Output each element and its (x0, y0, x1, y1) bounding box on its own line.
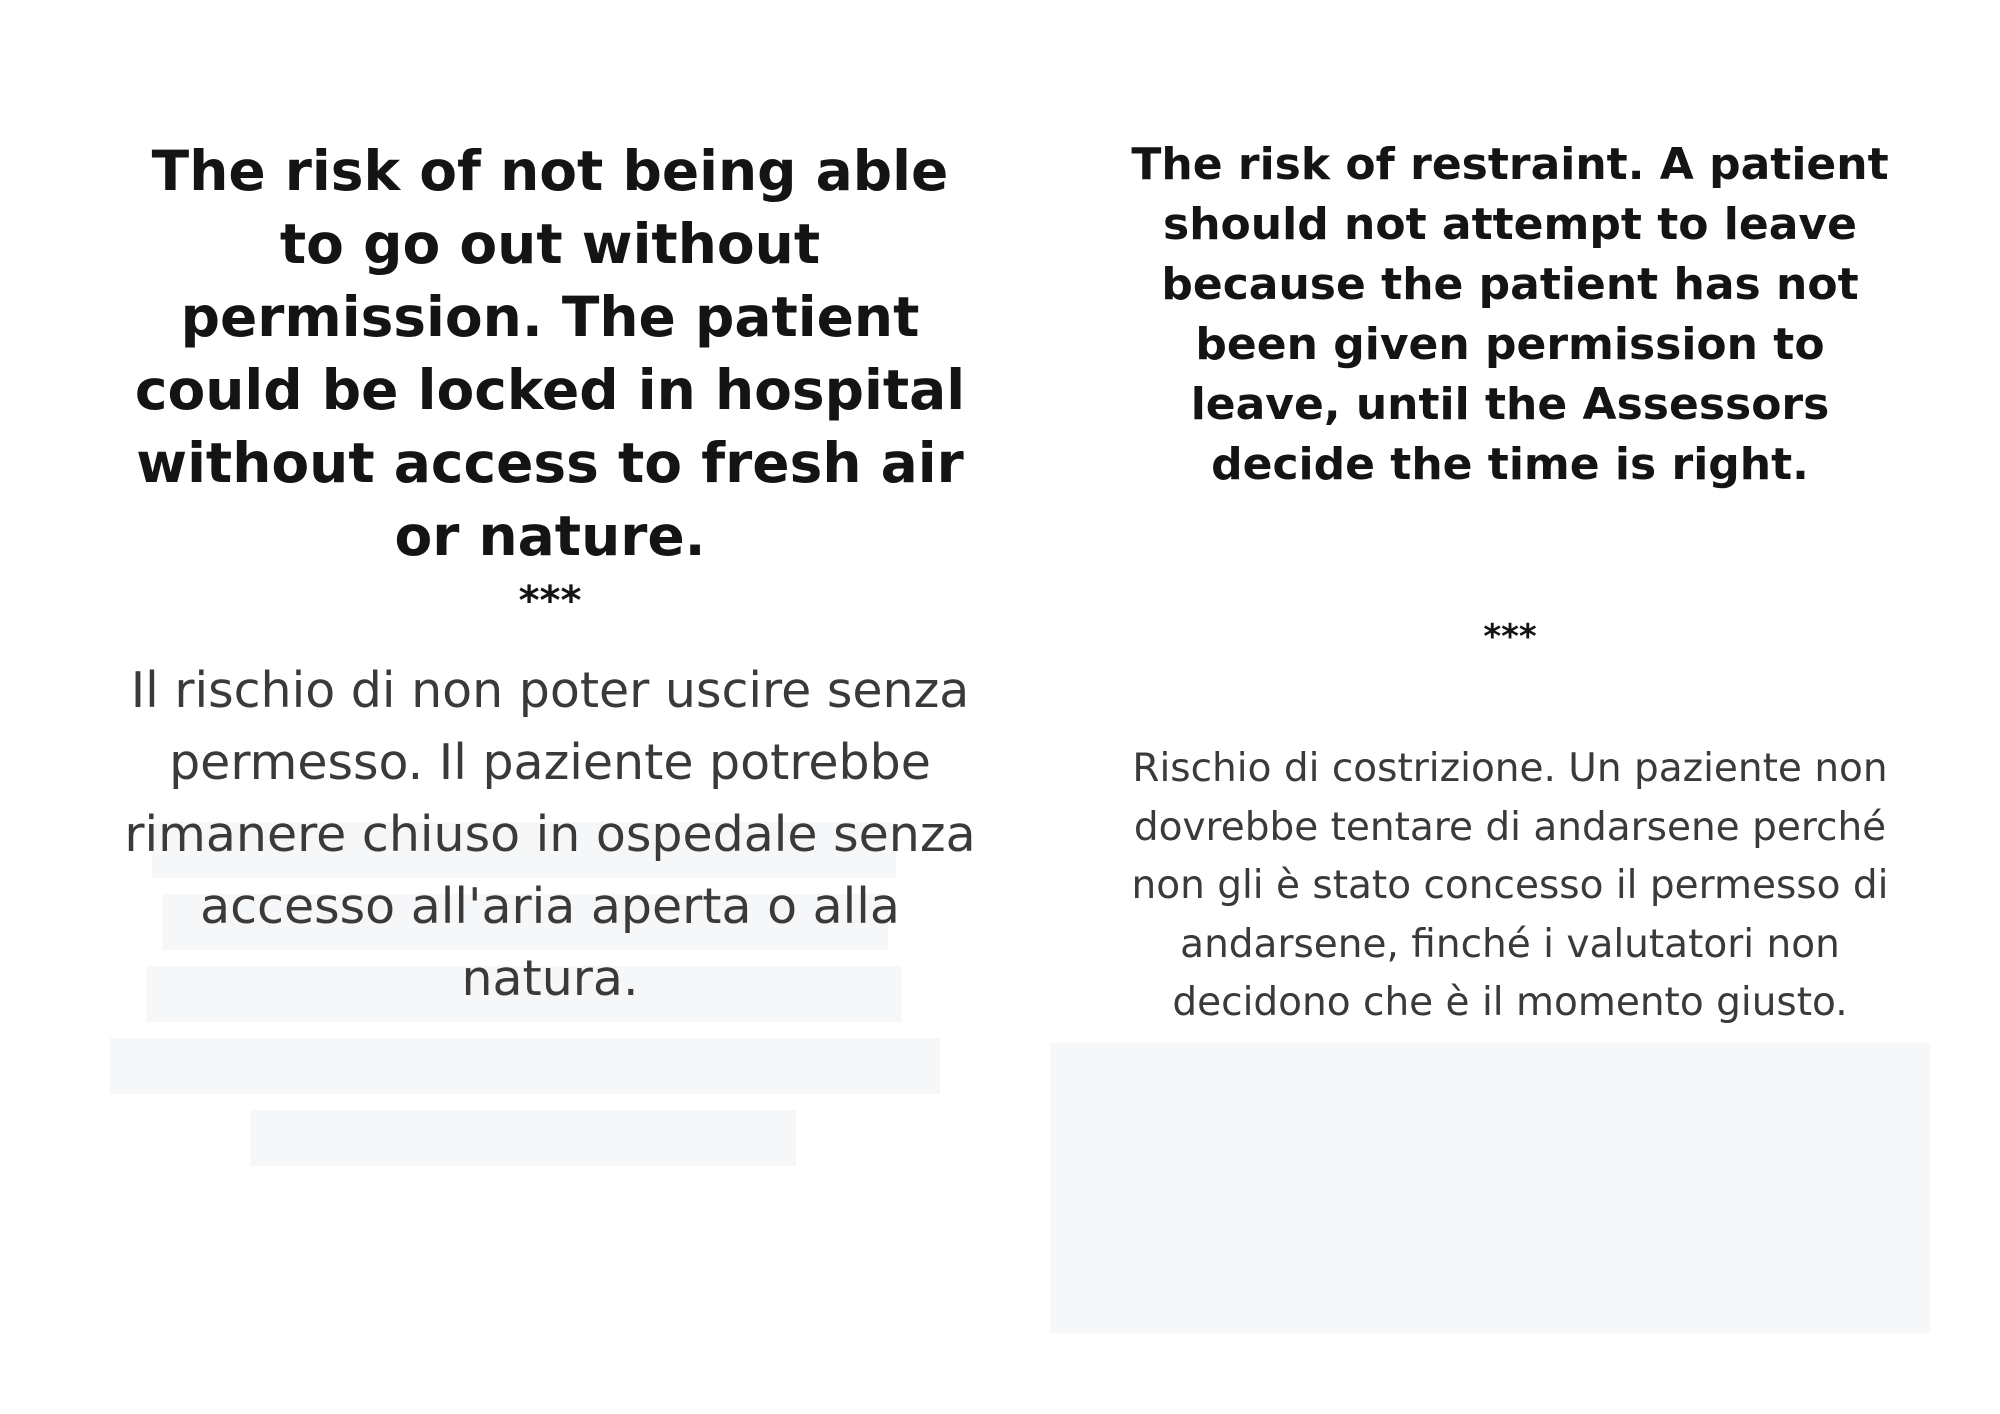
right-separator: *** (1483, 617, 1537, 657)
highlight-box-5 (250, 1110, 796, 1166)
highlight-box-right (1050, 1043, 1930, 1333)
left-italian-text: Il rischio di non poter uscire senza permesso. Il paziente potrebbe rimanere chiuso in ospedale senza accesso all'aria aperta o alla natura. (124, 662, 976, 1007)
left-separator: *** (518, 578, 582, 624)
highlight-box-4 (110, 1038, 940, 1094)
right-english-text: The risk of restraint. A patient should not attempt to leave because the patient has not been given permission to leave, until the Assessors decide the time is right. (1131, 139, 1889, 490)
right-italian-text: Rischio di costrizione. Un paziente non dovrebbe tentare di andarsene perché non gli è stato concesso il permesso di andarsene, finché i valutatori non decidono che è il momento giusto. (1131, 746, 1889, 1025)
left-english-text: The risk of not being able to go out without permission. The patient could be locked in hospital without access to fresh air or nature. (134, 139, 966, 568)
